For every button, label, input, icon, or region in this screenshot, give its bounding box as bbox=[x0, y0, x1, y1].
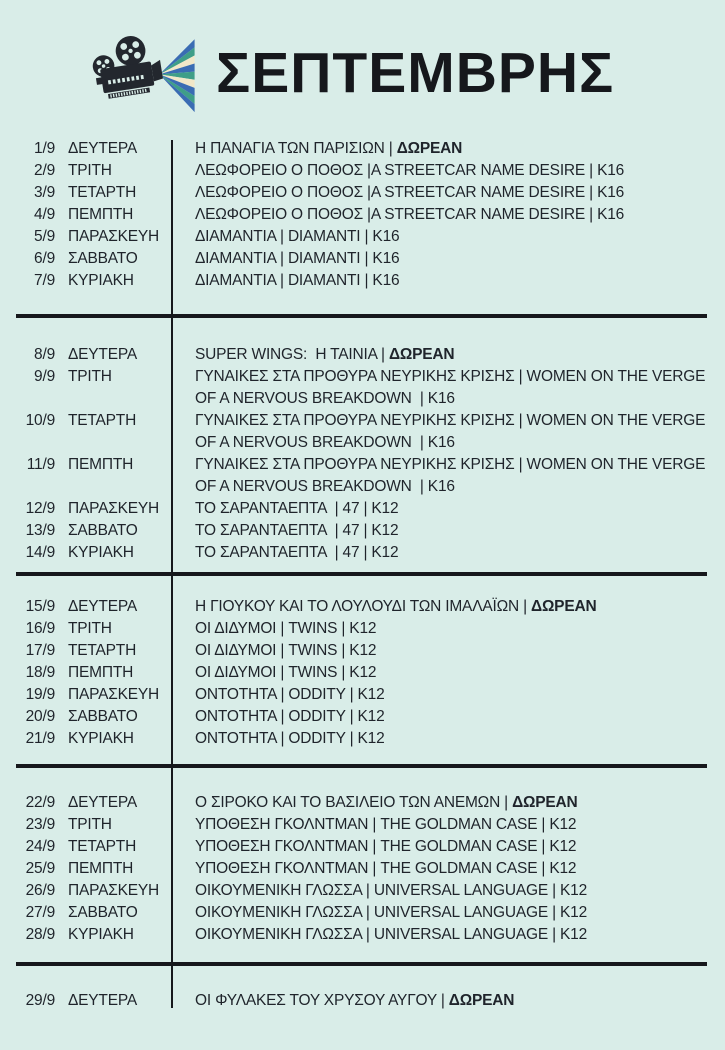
row-date: 2/9 bbox=[34, 162, 55, 179]
row-date: 14/9 bbox=[25, 544, 55, 561]
row-day: ΣΑΒΒΑΤΟ bbox=[68, 708, 138, 725]
film-title: ΛΕΩΦΟΡΕΙΟ Ο ΠΟΘΟΣ |A STREETCAR NAME DESIRE | Κ16 bbox=[195, 206, 625, 223]
row-day: ΣΑΒΒΑΤΟ bbox=[68, 522, 138, 539]
row-film bbox=[172, 410, 725, 454]
schedule-row bbox=[0, 454, 725, 498]
schedule-row bbox=[0, 662, 725, 684]
row-date: 7/9 bbox=[34, 272, 55, 289]
row-date: 18/9 bbox=[25, 664, 55, 681]
row-film bbox=[172, 182, 725, 204]
film-title: ΟΝΤΟΤΗΤΑ | ODDITY | Κ12 bbox=[195, 730, 385, 747]
film-title: ΥΠΟΘΕΣΗ ΓΚΟΛΝΤΜΑΝ | THE GOLDMAN CASE | Κ12 bbox=[195, 860, 577, 877]
row-date: 23/9 bbox=[25, 816, 55, 833]
film-title: ΟΙ ΔΙΔΥΜΟΙ | TWINS | Κ12 bbox=[195, 620, 377, 637]
row-day: ΔΕΥΤΕΡΑ bbox=[68, 794, 137, 811]
row-date: 16/9 bbox=[25, 620, 55, 637]
row-film bbox=[172, 684, 725, 706]
film-title: ΔΙΑΜΑΝΤΙΑ | DIAMANTI | Κ16 bbox=[195, 272, 400, 289]
film-title: ΟΙ ΔΙΔΥΜΟΙ | TWINS | Κ12 bbox=[195, 664, 377, 681]
row-day: ΤΡΙΤΗ bbox=[68, 162, 112, 179]
schedule-row bbox=[0, 640, 725, 662]
projector-body bbox=[92, 32, 165, 101]
row-film bbox=[172, 880, 725, 902]
schedule-row bbox=[0, 270, 725, 292]
projector-beams bbox=[160, 39, 195, 112]
row-film bbox=[172, 270, 725, 292]
block-separator-line bbox=[16, 314, 707, 318]
row-day: ΤΕΤΑΡΤΗ bbox=[68, 838, 137, 855]
block-separator-line bbox=[16, 764, 707, 768]
row-date: 22/9 bbox=[25, 794, 55, 811]
row-day: ΠΕΜΠΤΗ bbox=[68, 664, 134, 681]
row-date: 4/9 bbox=[34, 206, 55, 223]
row-day: ΣΑΒΒΑΤΟ bbox=[68, 250, 138, 267]
row-day: ΤΡΙΤΗ bbox=[68, 816, 112, 833]
schedule-row bbox=[0, 728, 725, 750]
row-film bbox=[172, 706, 725, 728]
row-day: ΠΕΜΠΤΗ bbox=[68, 206, 134, 223]
row-date: 17/9 bbox=[25, 642, 55, 659]
row-date: 8/9 bbox=[34, 346, 55, 363]
film-title: ΓΥΝΑΙΚΕΣ ΣΤΑ ΠΡΟΘΥΡΑ ΝΕΥΡΙΚΗΣ ΚΡΙΣΗΣ | WOMEN ON THE VERGE OF A NERVOUS BREAKDOWN | Κ16 bbox=[195, 412, 710, 451]
row-film bbox=[172, 924, 725, 946]
row-day: ΤΡΙΤΗ bbox=[68, 368, 112, 385]
row-film bbox=[172, 858, 725, 880]
block-separator-line bbox=[16, 962, 707, 966]
row-day: ΔΕΥΤΕΡΑ bbox=[68, 346, 137, 363]
row-film bbox=[172, 542, 725, 564]
row-date: 24/9 bbox=[25, 838, 55, 855]
film-title: ΟΙ ΔΙΔΥΜΟΙ | TWINS | Κ12 bbox=[195, 642, 377, 659]
row-film bbox=[172, 226, 725, 248]
schedule-row bbox=[0, 226, 725, 248]
schedule-row bbox=[0, 684, 725, 706]
schedule bbox=[0, 138, 725, 1012]
row-film bbox=[172, 138, 725, 160]
schedule-row bbox=[0, 814, 725, 836]
row-day: ΤΡΙΤΗ bbox=[68, 620, 112, 637]
schedule-row bbox=[0, 160, 725, 182]
row-date: 6/9 bbox=[34, 250, 55, 267]
row-film bbox=[172, 814, 725, 836]
schedule-row bbox=[0, 410, 725, 454]
row-date: 12/9 bbox=[25, 500, 55, 517]
film-title: Ο ΣΙΡΟΚΟ ΚΑΙ ΤΟ ΒΑΣΙΛΕΙΟ ΤΩΝ ΑΝΕΜΩΝ | bbox=[195, 794, 513, 811]
row-day: ΤΕΤΑΡΤΗ bbox=[68, 642, 137, 659]
schedule-row bbox=[0, 836, 725, 858]
row-date: 21/9 bbox=[25, 730, 55, 747]
row-film bbox=[172, 248, 725, 270]
row-film bbox=[172, 792, 725, 814]
film-title: ΤΟ ΣΑΡΑΝΤΑΕΠΤΑ | 47 | Κ12 bbox=[195, 544, 399, 561]
film-projector-icon bbox=[92, 26, 200, 120]
schedule-table bbox=[0, 138, 725, 1012]
free-admission-label: ΔΩΡΕΑΝ bbox=[512, 794, 578, 811]
film-title: ΟΙΚΟΥΜΕΝΙΚΗ ΓΛΩΣΣΑ | UNIVERSAL LANGUAGE | Κ12 bbox=[195, 926, 587, 943]
film-title: ΔΙΑΜΑΝΤΙΑ | DIAMANTI | Κ16 bbox=[195, 250, 400, 267]
row-day: ΔΕΥΤΕΡΑ bbox=[68, 140, 137, 157]
schedule-row bbox=[0, 596, 725, 618]
row-film bbox=[172, 366, 725, 410]
schedule-row bbox=[0, 706, 725, 728]
schedule-row bbox=[0, 366, 725, 410]
schedule-row bbox=[0, 498, 725, 520]
row-day: ΠΕΜΠΤΗ bbox=[68, 456, 134, 473]
row-day: ΠΑΡΑΣΚΕΥΗ bbox=[68, 228, 160, 245]
row-day: ΔΕΥΤΕΡΑ bbox=[68, 598, 137, 615]
free-admission-label: ΔΩΡΕΑΝ bbox=[396, 140, 463, 157]
row-day: ΚΥΡΙΑΚΗ bbox=[68, 926, 134, 943]
block-separator-line bbox=[16, 572, 707, 576]
film-title: ΟΝΤΟΤΗΤΑ | ODDITY | Κ12 bbox=[195, 708, 385, 725]
row-film bbox=[172, 596, 725, 618]
row-day: ΣΑΒΒΑΤΟ bbox=[68, 904, 138, 921]
row-film bbox=[172, 640, 725, 662]
header bbox=[92, 26, 725, 120]
film-title: SUPER WINGS: Η ΤΑΙΝΙΑ | bbox=[195, 346, 389, 363]
film-title: Η ΓΙΟΥΚΟΥ ΚΑΙ ΤΟ ΛΟΥΛΟΥΔΙ ΤΩΝ ΙΜΑΛΑΪΩΝ | bbox=[195, 598, 532, 615]
row-film bbox=[172, 520, 725, 542]
row-date: 29/9 bbox=[25, 992, 55, 1009]
schedule-block bbox=[0, 792, 725, 946]
schedule-row bbox=[0, 542, 725, 564]
film-title: ΥΠΟΘΕΣΗ ΓΚΟΛΝΤΜΑΝ | THE GOLDMAN CASE | Κ12 bbox=[195, 838, 577, 855]
row-film bbox=[172, 204, 725, 226]
row-date: 5/9 bbox=[34, 228, 55, 245]
schedule-row bbox=[0, 520, 725, 542]
schedule-block bbox=[0, 596, 725, 750]
row-date: 28/9 bbox=[25, 926, 55, 943]
row-date: 1/9 bbox=[34, 140, 55, 157]
film-title: ΓΥΝΑΙΚΕΣ ΣΤΑ ΠΡΟΘΥΡΑ ΝΕΥΡΙΚΗΣ ΚΡΙΣΗΣ | WOMEN ON THE VERGE OF A NERVOUS BREAKDOWN | Κ16 bbox=[195, 368, 710, 407]
row-day: ΠΕΜΠΤΗ bbox=[68, 860, 134, 877]
row-film bbox=[172, 454, 725, 498]
row-day: ΚΥΡΙΑΚΗ bbox=[68, 544, 134, 561]
schedule-block bbox=[0, 344, 725, 564]
row-film bbox=[172, 344, 725, 366]
row-date: 27/9 bbox=[25, 904, 55, 921]
film-title: ΥΠΟΘΕΣΗ ΓΚΟΛΝΤΜΑΝ | THE GOLDMAN CASE | Κ12 bbox=[195, 816, 577, 833]
row-day: ΔΕΥΤΕΡΑ bbox=[68, 992, 137, 1009]
row-day: ΠΑΡΑΣΚΕΥΗ bbox=[68, 686, 160, 703]
row-day: ΚΥΡΙΑΚΗ bbox=[68, 272, 134, 289]
free-admission-label: ΔΩΡΕΑΝ bbox=[448, 992, 515, 1009]
row-film bbox=[172, 498, 725, 520]
row-film bbox=[172, 836, 725, 858]
row-date: 19/9 bbox=[25, 686, 55, 703]
film-title: ΛΕΩΦΟΡΕΙΟ Ο ΠΟΘΟΣ |A STREETCAR NAME DESIRE | Κ16 bbox=[195, 184, 625, 201]
film-title: ΟΙΚΟΥΜΕΝΙΚΗ ΓΛΩΣΣΑ | UNIVERSAL LANGUAGE | Κ12 bbox=[195, 882, 587, 899]
film-title: ΟΝΤΟΤΗΤΑ | ODDITY | Κ12 bbox=[195, 686, 385, 703]
schedule-block bbox=[0, 990, 725, 1012]
schedule-row bbox=[0, 182, 725, 204]
schedule-row bbox=[0, 204, 725, 226]
row-day: ΠΑΡΑΣΚΕΥΗ bbox=[68, 500, 160, 517]
row-film bbox=[172, 618, 725, 640]
schedule-row bbox=[0, 880, 725, 902]
schedule-row bbox=[0, 248, 725, 270]
schedule-row bbox=[0, 924, 725, 946]
schedule-row bbox=[0, 138, 725, 160]
row-date: 13/9 bbox=[25, 522, 55, 539]
row-day: ΤΕΤΑΡΤΗ bbox=[68, 184, 137, 201]
schedule-row bbox=[0, 618, 725, 640]
row-date: 11/9 bbox=[26, 456, 55, 473]
film-title: ΤΟ ΣΑΡΑΝΤΑΕΠΤΑ | 47 | Κ12 bbox=[195, 500, 399, 517]
film-title: Η ΠΑΝΑΓΙΑ ΤΩΝ ΠΑΡΙΣΙΩΝ | bbox=[195, 140, 397, 157]
row-date: 15/9 bbox=[25, 598, 55, 615]
row-film bbox=[172, 990, 725, 1012]
film-title: ΟΙΚΟΥΜΕΝΙΚΗ ΓΛΩΣΣΑ | UNIVERSAL LANGUAGE | Κ12 bbox=[195, 904, 587, 921]
film-title: ΤΟ ΣΑΡΑΝΤΑΕΠΤΑ | 47 | Κ12 bbox=[195, 522, 399, 539]
schedule-row bbox=[0, 990, 725, 1012]
row-film bbox=[172, 662, 725, 684]
free-admission-label: ΔΩΡΕΑΝ bbox=[531, 598, 597, 615]
film-title: ΔΙΑΜΑΝΤΙΑ | DIAMANTI | Κ16 bbox=[195, 228, 400, 245]
schedule-row bbox=[0, 858, 725, 880]
page-title: ΣΕΠΤΕΜΒΡΗΣ bbox=[216, 41, 615, 105]
schedule-block bbox=[0, 138, 725, 292]
row-date: 26/9 bbox=[25, 882, 55, 899]
row-date: 10/9 bbox=[25, 412, 55, 429]
row-film bbox=[172, 160, 725, 182]
row-day: ΚΥΡΙΑΚΗ bbox=[68, 730, 134, 747]
row-date: 25/9 bbox=[25, 860, 55, 877]
free-admission-label: ΔΩΡΕΑΝ bbox=[388, 346, 455, 363]
schedule-row bbox=[0, 792, 725, 814]
film-title: ΛΕΩΦΟΡΕΙΟ Ο ΠΟΘΟΣ |A STREETCAR NAME DESIRE | Κ16 bbox=[195, 162, 625, 179]
row-film bbox=[172, 902, 725, 924]
film-title: ΓΥΝΑΙΚΕΣ ΣΤΑ ΠΡΟΘΥΡΑ ΝΕΥΡΙΚΗΣ ΚΡΙΣΗΣ | WOMEN ON THE VERGE OF A NERVOUS BREAKDOWN | Κ16 bbox=[195, 456, 710, 495]
row-film bbox=[172, 728, 725, 750]
schedule-row bbox=[0, 902, 725, 924]
row-date: 20/9 bbox=[25, 708, 55, 725]
row-date: 3/9 bbox=[34, 184, 55, 201]
row-day: ΠΑΡΑΣΚΕΥΗ bbox=[68, 882, 160, 899]
row-date: 9/9 bbox=[34, 368, 55, 385]
film-title: ΟΙ ΦΥΛΑΚΕΣ ΤΟΥ ΧΡΥΣΟΥ ΑΥΓΟΥ | bbox=[195, 992, 449, 1009]
schedule-row bbox=[0, 344, 725, 366]
row-day: ΤΕΤΑΡΤΗ bbox=[68, 412, 137, 429]
